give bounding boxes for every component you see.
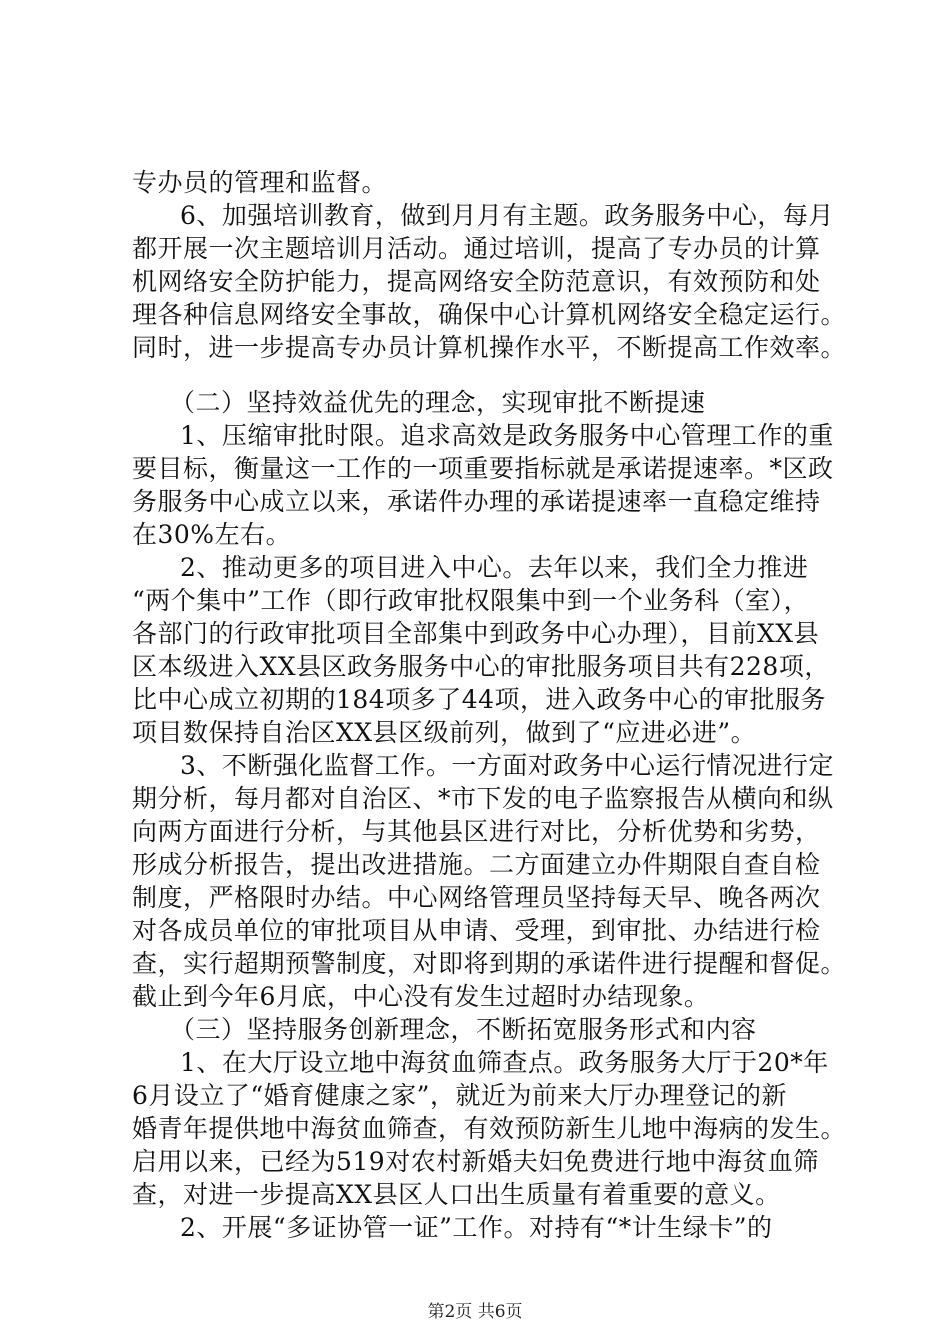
paragraph-line: 2、推动更多的项目进入中心。去年以来，我们全力推进 xyxy=(180,553,809,582)
paragraph-line: 启用以来，已经为519对农村新婚夫妇免费进行地中海贫血筛 xyxy=(132,1147,819,1176)
paragraph-line: 1、压缩审批时限。追求高效是政务服务中心管理工作的重 xyxy=(180,421,834,450)
section-heading: （二）坚持效益优先的理念，实现审批不断提速 xyxy=(170,388,706,417)
document-body xyxy=(132,166,847,1244)
paragraph-line: 各部门的行政审批项目全部集中到政务中心办理），目前XX县 xyxy=(132,619,820,648)
paragraph-line: 1、在大厅设立地中海贫血筛查点。政务服务大厅于20*年 xyxy=(180,1048,829,1077)
paragraph-line: 专办员的管理和监督。 xyxy=(132,168,388,197)
paragraph-line: 2、开展“多证协管一证”工作。对持有“*计生绿卡”的 xyxy=(180,1213,773,1242)
paragraph-line: 同时，进一步提高专办员计算机操作水平，不断提高工作效率。 xyxy=(132,333,847,362)
paragraph-line: 务服务中心成立以来，承诺件办理的承诺提速率一直稳定维持 xyxy=(132,487,821,516)
paragraph-line: 制度，严格限时办结。中心网络管理员坚持每天早、晚各两次 xyxy=(132,883,821,912)
section-heading: （三）坚持服务创新理念，不断拓宽服务形式和内容 xyxy=(170,1015,757,1044)
paragraph-line: 3、不断强化监督工作。一方面对政务中心运行情况进行定 xyxy=(180,751,834,780)
paragraph-line: 区本级进入XX县区政务服务中心的审批服务项目共有228项， xyxy=(132,652,830,681)
paragraph-line: 期分析，每月都对自治区、*市下发的电子监察报告从横向和纵 xyxy=(132,784,834,813)
paragraph-line: 在30%左右。 xyxy=(132,520,292,549)
paragraph-line: 查，实行超期预警制度，对即将到期的承诺件进行提醒和督促。 xyxy=(132,949,847,978)
paragraph-line: 查，对进一步提高XX县区人口出生质量有着重要的意义。 xyxy=(132,1180,781,1209)
paragraph-line: 项目数保持自治区XX县区级前列，做到了“应进必进”。 xyxy=(132,718,757,747)
paragraph-line: 要目标，衡量这一工作的一项重要指标就是承诺提速率。*区政 xyxy=(132,454,834,483)
paragraph-line: 机网络安全防护能力，提高网络安全防范意识，有效预防和处 xyxy=(132,267,821,296)
page-footer: 第2页 共6页 xyxy=(427,1302,523,1322)
paragraph-gap xyxy=(132,364,832,386)
paragraph-line: 截止到今年6月底，中心没有发生过超时办结现象。 xyxy=(132,982,710,1011)
paragraph-line: 婚青年提供地中海贫血筛查，有效预防新生儿地中海病的发生。 xyxy=(132,1114,847,1143)
paragraph-line: 理各种信息网络安全事故，确保中心计算机网络安全稳定运行。 xyxy=(132,300,847,329)
paragraph-line: 形成分析报告，提出改进措施。二方面建立办件期限自查自检 xyxy=(132,850,821,879)
paragraph-line: 都开展一次主题培训月活动。通过培训，提高了专办员的计算 xyxy=(132,234,821,263)
paragraph-line: 比中心成立初期的184项多了44项，进入政务中心的审批服务 xyxy=(132,685,827,714)
paragraph-line: 6月设立了“婚育健康之家”，就近为前来大厅办理登记的新 xyxy=(132,1081,787,1110)
paragraph-line: 6、加强培训教育，做到月月有主题。政务服务中心，每月 xyxy=(180,201,834,230)
paragraph-line: 对各成员单位的审批项目从申请、受理，到审批、办结进行检 xyxy=(132,916,821,945)
paragraph-line: 向两方面进行分析，与其他县区进行对比，分析优势和劣势， xyxy=(132,817,821,846)
paragraph-line: “两个集中”工作（即行政审批权限集中到一个业务科（室）， xyxy=(132,586,810,615)
